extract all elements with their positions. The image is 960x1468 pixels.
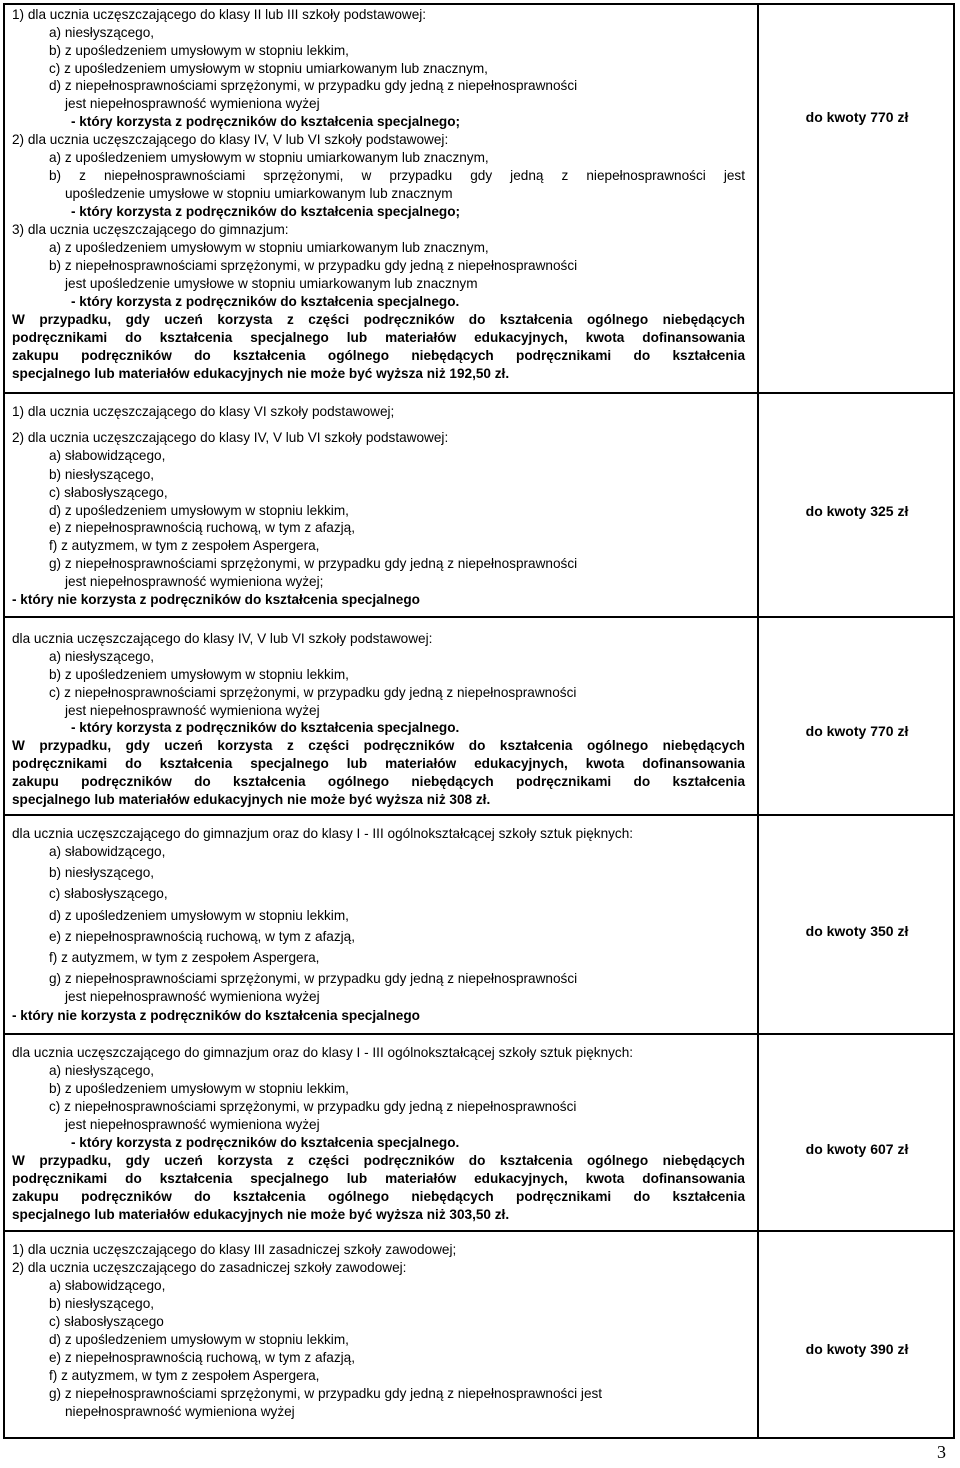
amount-label: do kwoty 770 zł [805, 109, 909, 125]
row-text-line: c) słabosłyszącego, [49, 886, 168, 901]
row-text-line: b) niesłyszącego, [49, 467, 155, 482]
row-text-line: e) z niepełnosprawnością ruchową, w tym z afazją, [49, 520, 355, 535]
row-text-line: W przypadku, gdy uczeń korzysta z części podręczników do kształcenia ogólnego niebędących [12, 738, 745, 753]
row-text-line: c) słabosłyszącego, [49, 485, 168, 500]
row-text-line: niepełnosprawność wymieniona wyżej [65, 1404, 295, 1419]
row-text-line: a) niesłyszącego, [49, 1063, 155, 1078]
row-text-line: g) z niepełnosprawnościami sprzężonymi, w przypadku gdy jedną z niepełnosprawności jest [49, 1386, 603, 1401]
row-text-line: dla ucznia uczęszczającego do gimnazjum oraz do klasy I - III ogólnokształcącej szkoły sztuk pięknych: [12, 826, 634, 841]
row-text-line: jest upośledzenie umysłowe w stopniu umiarkowanym lub znacznym [65, 276, 478, 291]
row-text-line: - który korzysta z podręczników do kształcenia specjalnego; [71, 114, 461, 129]
row-text-line: b) niesłyszącego, [49, 1296, 155, 1311]
row-text-line: podręcznikami do kształcenia specjalnego lub materiałów edukacyjnych, kwota dofinansowania [12, 756, 745, 771]
row-text-line: 1) dla ucznia uczęszczającego do klasy VI szkoły podstawowej; [12, 404, 395, 419]
amount-label: do kwoty 325 zł [805, 503, 909, 519]
row-text-line: a) niesłyszącego, [49, 649, 155, 664]
row-text-line: a) niesłyszącego, [49, 25, 155, 40]
row-text-line: c) słabosłyszącego [49, 1314, 164, 1329]
row-text-line: a) z upośledzeniem umysłowym w stopniu umiarkowanym lub znacznym, [49, 150, 489, 165]
row-text-line: a) słabowidzącego, [49, 844, 166, 859]
row-text-line: - który korzysta z podręczników do kształcenia specjalnego. [71, 1135, 460, 1150]
amount-label: do kwoty 350 zł [805, 923, 909, 939]
row-text-line: f) z autyzmem, w tym z zespołem Aspergera, [49, 950, 320, 965]
row-text-line: jest niepełnosprawność wymieniona wyżej [65, 96, 320, 111]
row-text-line: b) niesłyszącego, [49, 865, 155, 880]
row-divider [5, 392, 953, 394]
row-text-line: b) z upośledzeniem umysłowym w stopniu lekkim, [49, 667, 349, 682]
row-text-line: g) z niepełnosprawnościami sprzężonymi, w przypadku gdy jedną z niepełnosprawności [49, 971, 578, 986]
row-text-line: - który korzysta z podręczników do kształcenia specjalnego; [71, 204, 461, 219]
amount-label: do kwoty 390 zł [805, 1341, 909, 1357]
row-text-line: d) z niepełnosprawnościami sprzężonymi, w przypadku gdy jedną z niepełnosprawności [49, 78, 578, 93]
row-text-line: e) z niepełnosprawnością ruchową, w tym z afazją, [49, 1350, 355, 1365]
row-text-line: W przypadku, gdy uczeń korzysta z części podręczników do kształcenia ogólnego niebędących [12, 312, 745, 327]
row-text-line: b) z niepełnosprawnościami sprzężonymi, w przypadku gdy jedną z niepełnosprawności jest [49, 168, 745, 183]
row-text-line: c) z niepełnosprawnościami sprzężonymi, w przypadku gdy jedną z niepełnosprawności [49, 1099, 577, 1114]
row-text-line: podręcznikami do kształcenia specjalnego lub materiałów edukacyjnych, kwota dofinansowania [12, 330, 745, 345]
column-divider [757, 5, 759, 1437]
row-text-line: 1) dla ucznia uczęszczającego do klasy III zasadniczej szkoły zawodowej; [12, 1242, 457, 1257]
row-text-line: 3) dla ucznia uczęszczającego do gimnazjum: [12, 222, 289, 237]
row-text-line: 1) dla ucznia uczęszczającego do klasy II lub III szkoły podstawowej: [12, 7, 427, 22]
row-text-line: e) z niepełnosprawnością ruchową, w tym z afazją, [49, 929, 355, 944]
row-text-line: zakupu podręczników do kształcenia ogólnego niebędących podręcznikami do kształcenia [12, 774, 745, 789]
row-text-line: podręcznikami do kształcenia specjalnego lub materiałów edukacyjnych, kwota dofinansowania [12, 1171, 745, 1186]
page-number: 3 [937, 1442, 946, 1462]
row-text-line: - który nie korzysta z podręczników do kształcenia specjalnego [12, 592, 420, 607]
row-text-line: b) z niepełnosprawnościami sprzężonymi, w przypadku gdy jedną z niepełnosprawności [49, 258, 578, 273]
row-text-line: jest niepełnosprawność wymieniona wyżej; [65, 574, 324, 589]
row-text-line: dla ucznia uczęszczającego do gimnazjum oraz do klasy I - III ogólnokształcącej szkoły sztuk pięknych: [12, 1045, 634, 1060]
row-text-line: - który korzysta z podręczników do kształcenia specjalnego. [71, 294, 460, 309]
row-text-line: jest niepełnosprawność wymieniona wyżej [65, 1117, 320, 1132]
row-text-line: - który nie korzysta z podręczników do kształcenia specjalnego [12, 1008, 420, 1023]
funding-table [3, 3, 955, 1439]
row-text-line: upośledzenie umysłowe w stopniu umiarkowanym lub znacznym [65, 186, 453, 201]
row-text-line: d) z upośledzeniem umysłowym w stopniu lekkim, [49, 908, 349, 923]
row-text-line: jest niepełnosprawność wymieniona wyżej [65, 703, 320, 718]
row-text-line: b) z upośledzeniem umysłowym w stopniu lekkim, [49, 43, 349, 58]
row-text-line: a) słabowidzącego, [49, 448, 166, 463]
row-text-line: a) z upośledzeniem umysłowym w stopniu umiarkowanym lub znacznym, [49, 240, 489, 255]
row-text-line: zakupu podręczników do kształcenia ogólnego niebędących podręcznikami do kształcenia [12, 348, 745, 363]
row-text-line: specjalnego lub materiałów edukacyjnych nie może być wyższa niż 303,50 zł. [12, 1207, 510, 1222]
row-text-line: c) z upośledzeniem umysłowym w stopniu umiarkowanym lub znacznym, [49, 61, 488, 76]
row-text-line: c) z niepełnosprawnościami sprzężonymi, w przypadku gdy jedną z niepełnosprawności [49, 685, 577, 700]
row-text-line: a) słabowidzącego, [49, 1278, 166, 1293]
row-text-line: dla ucznia uczęszczającego do klasy IV, V lub VI szkoły podstawowej: [12, 631, 433, 646]
row-text-line: g) z niepełnosprawnościami sprzężonymi, w przypadku gdy jedną z niepełnosprawności [49, 556, 578, 571]
row-divider [5, 616, 953, 618]
row-text-line: - który korzysta z podręczników do kształcenia specjalnego. [71, 720, 460, 735]
row-text-line: 2) dla ucznia uczęszczającego do zasadniczej szkoły zawodowej: [12, 1260, 407, 1275]
row-text-line: jest niepełnosprawność wymieniona wyżej [65, 989, 320, 1004]
row-divider [5, 814, 953, 816]
row-text-line: W przypadku, gdy uczeń korzysta z części podręczników do kształcenia ogólnego niebędących [12, 1153, 745, 1168]
row-text-line: f) z autyzmem, w tym z zespołem Aspergera, [49, 538, 320, 553]
amount-label: do kwoty 770 zł [805, 723, 909, 739]
row-divider [5, 1033, 953, 1035]
row-text-line: f) z autyzmem, w tym z zespołem Aspergera, [49, 1368, 320, 1383]
amount-label: do kwoty 607 zł [805, 1141, 909, 1157]
row-text-line: b) z upośledzeniem umysłowym w stopniu lekkim, [49, 1081, 349, 1096]
row-text-line: specjalnego lub materiałów edukacyjnych nie może być wyższa niż 192,50 zł. [12, 366, 510, 381]
row-divider [5, 1230, 953, 1232]
row-text-line: specjalnego lub materiałów edukacyjnych nie może być wyższa niż 308 zł. [12, 792, 491, 807]
row-text-line: d) z upośledzeniem umysłowym w stopniu lekkim, [49, 1332, 349, 1347]
row-text-line: zakupu podręczników do kształcenia ogólnego niebędących podręcznikami do kształcenia [12, 1189, 745, 1204]
row-text-line: 2) dla ucznia uczęszczającego do klasy IV, V lub VI szkoły podstawowej: [12, 132, 449, 147]
row-text-line: d) z upośledzeniem umysłowym w stopniu lekkim, [49, 503, 349, 518]
row-text-line: 2) dla ucznia uczęszczającego do klasy IV, V lub VI szkoły podstawowej: [12, 430, 449, 445]
